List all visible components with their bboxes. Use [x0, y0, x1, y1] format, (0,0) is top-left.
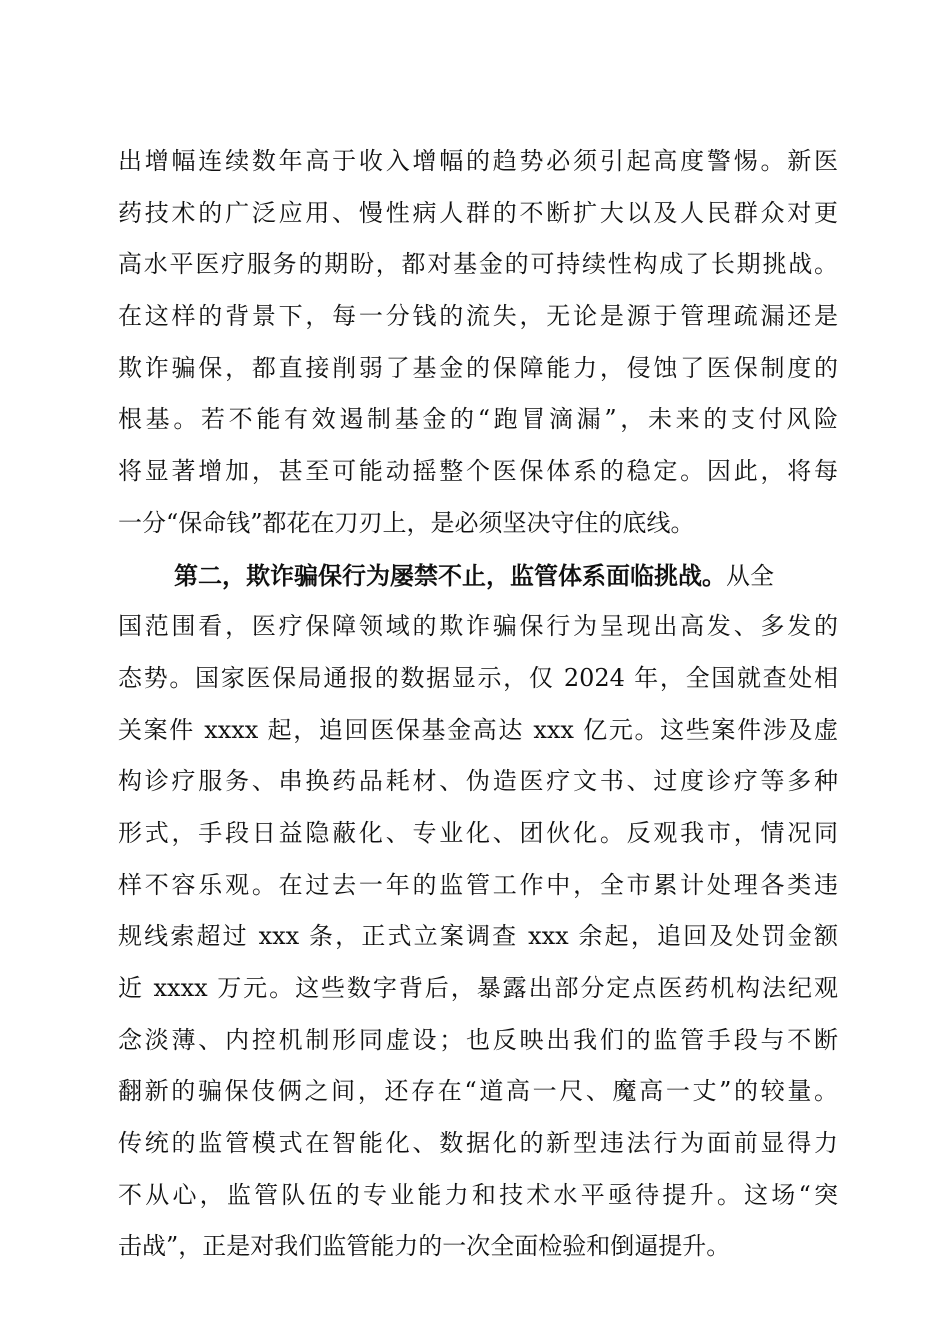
paragraph-2-line: 样不容乐观。在过去一年的监管工作中，全市累计处理各类违	[118, 870, 838, 899]
paragraph-2-line: 击战”，正是对我们监管能力的一次全面检验和倒逼提升。	[118, 1232, 731, 1261]
paragraph-1-line: 出增幅连续数年高于收入增幅的趋势必须引起高度警惕。新医	[118, 147, 838, 175]
paragraph-2-line: 规线索超过 xxx 条，正式立案调查 xxx 余起，追回及处罚金额	[118, 922, 838, 951]
paragraph-2-line: 念淡薄、内控机制形同虚设；也反映出我们的监管手段与不断	[118, 1025, 838, 1054]
paragraph-2-line: 国范围看，医疗保障领域的欺诈骗保行为呈现出高发、多发的	[118, 612, 838, 641]
paragraph-1-line: 药技术的广泛应用、慢性病人群的不断扩大以及人民群众对更	[118, 198, 838, 227]
body-text	[118, 136, 838, 1273]
paragraph-2-line: 翻新的骗保伎俩之间，还存在“道高一尺、魔高一丈”的较量。	[118, 1077, 838, 1106]
paragraph-1-line: 根基。若不能有效遏制基金的“跑冒滴漏”，未来的支付风险	[118, 405, 838, 434]
paragraph-2-line: 不从心，监管队伍的专业能力和技术水平亟待提升。这场“突	[118, 1180, 838, 1209]
paragraph-2-line: 传统的监管模式在智能化、数据化的新型违法行为面前显得力	[118, 1129, 838, 1158]
paragraph-2-line: 近 xxxx 万元。这些数字背后，暴露出部分定点医药机构法纪观	[118, 974, 838, 1002]
paragraph-2-first-line-rest: 从全	[726, 561, 774, 590]
paragraph-1-line: 高水平医疗服务的期盼，都对基金的可持续性构成了长期挑战。	[118, 250, 838, 279]
paragraph-2-line: 形式，手段日益隐蔽化、专业化、团伙化。反观我市，情况同	[118, 818, 838, 847]
paragraph-1-line: 将显著增加，甚至可能动摇整个医保体系的稳定。因此，将每	[118, 457, 838, 486]
paragraph-1-line: 在这样的背景下，每一分钱的流失，无论是源于管理疏漏还是	[118, 302, 838, 331]
paragraph-1-line: 欺诈骗保，都直接削弱了基金的保障能力，侵蚀了医保制度的	[118, 353, 838, 382]
paragraph-2-first-line	[118, 550, 838, 602]
paragraph-2-line: 关案件 xxxx 起，追回医保基金高达 xxx 亿元。这些案件涉及虚	[118, 715, 838, 744]
paragraph-2-line: 构诊疗服务、串换药品耗材、伪造医疗文书、过度诊疗等多种	[118, 767, 838, 796]
paragraph-2-line: 态势。国家医保局通报的数据显示，仅 2024 年，全国就查处相	[118, 663, 838, 692]
paragraph-1-line: 一分“保命钱”都花在刀刃上，是必须坚决守住的底线。	[118, 508, 695, 537]
paragraph-2-heading: 第二，欺诈骗保行为屡禁不止，监管体系面临挑战。	[174, 560, 726, 590]
